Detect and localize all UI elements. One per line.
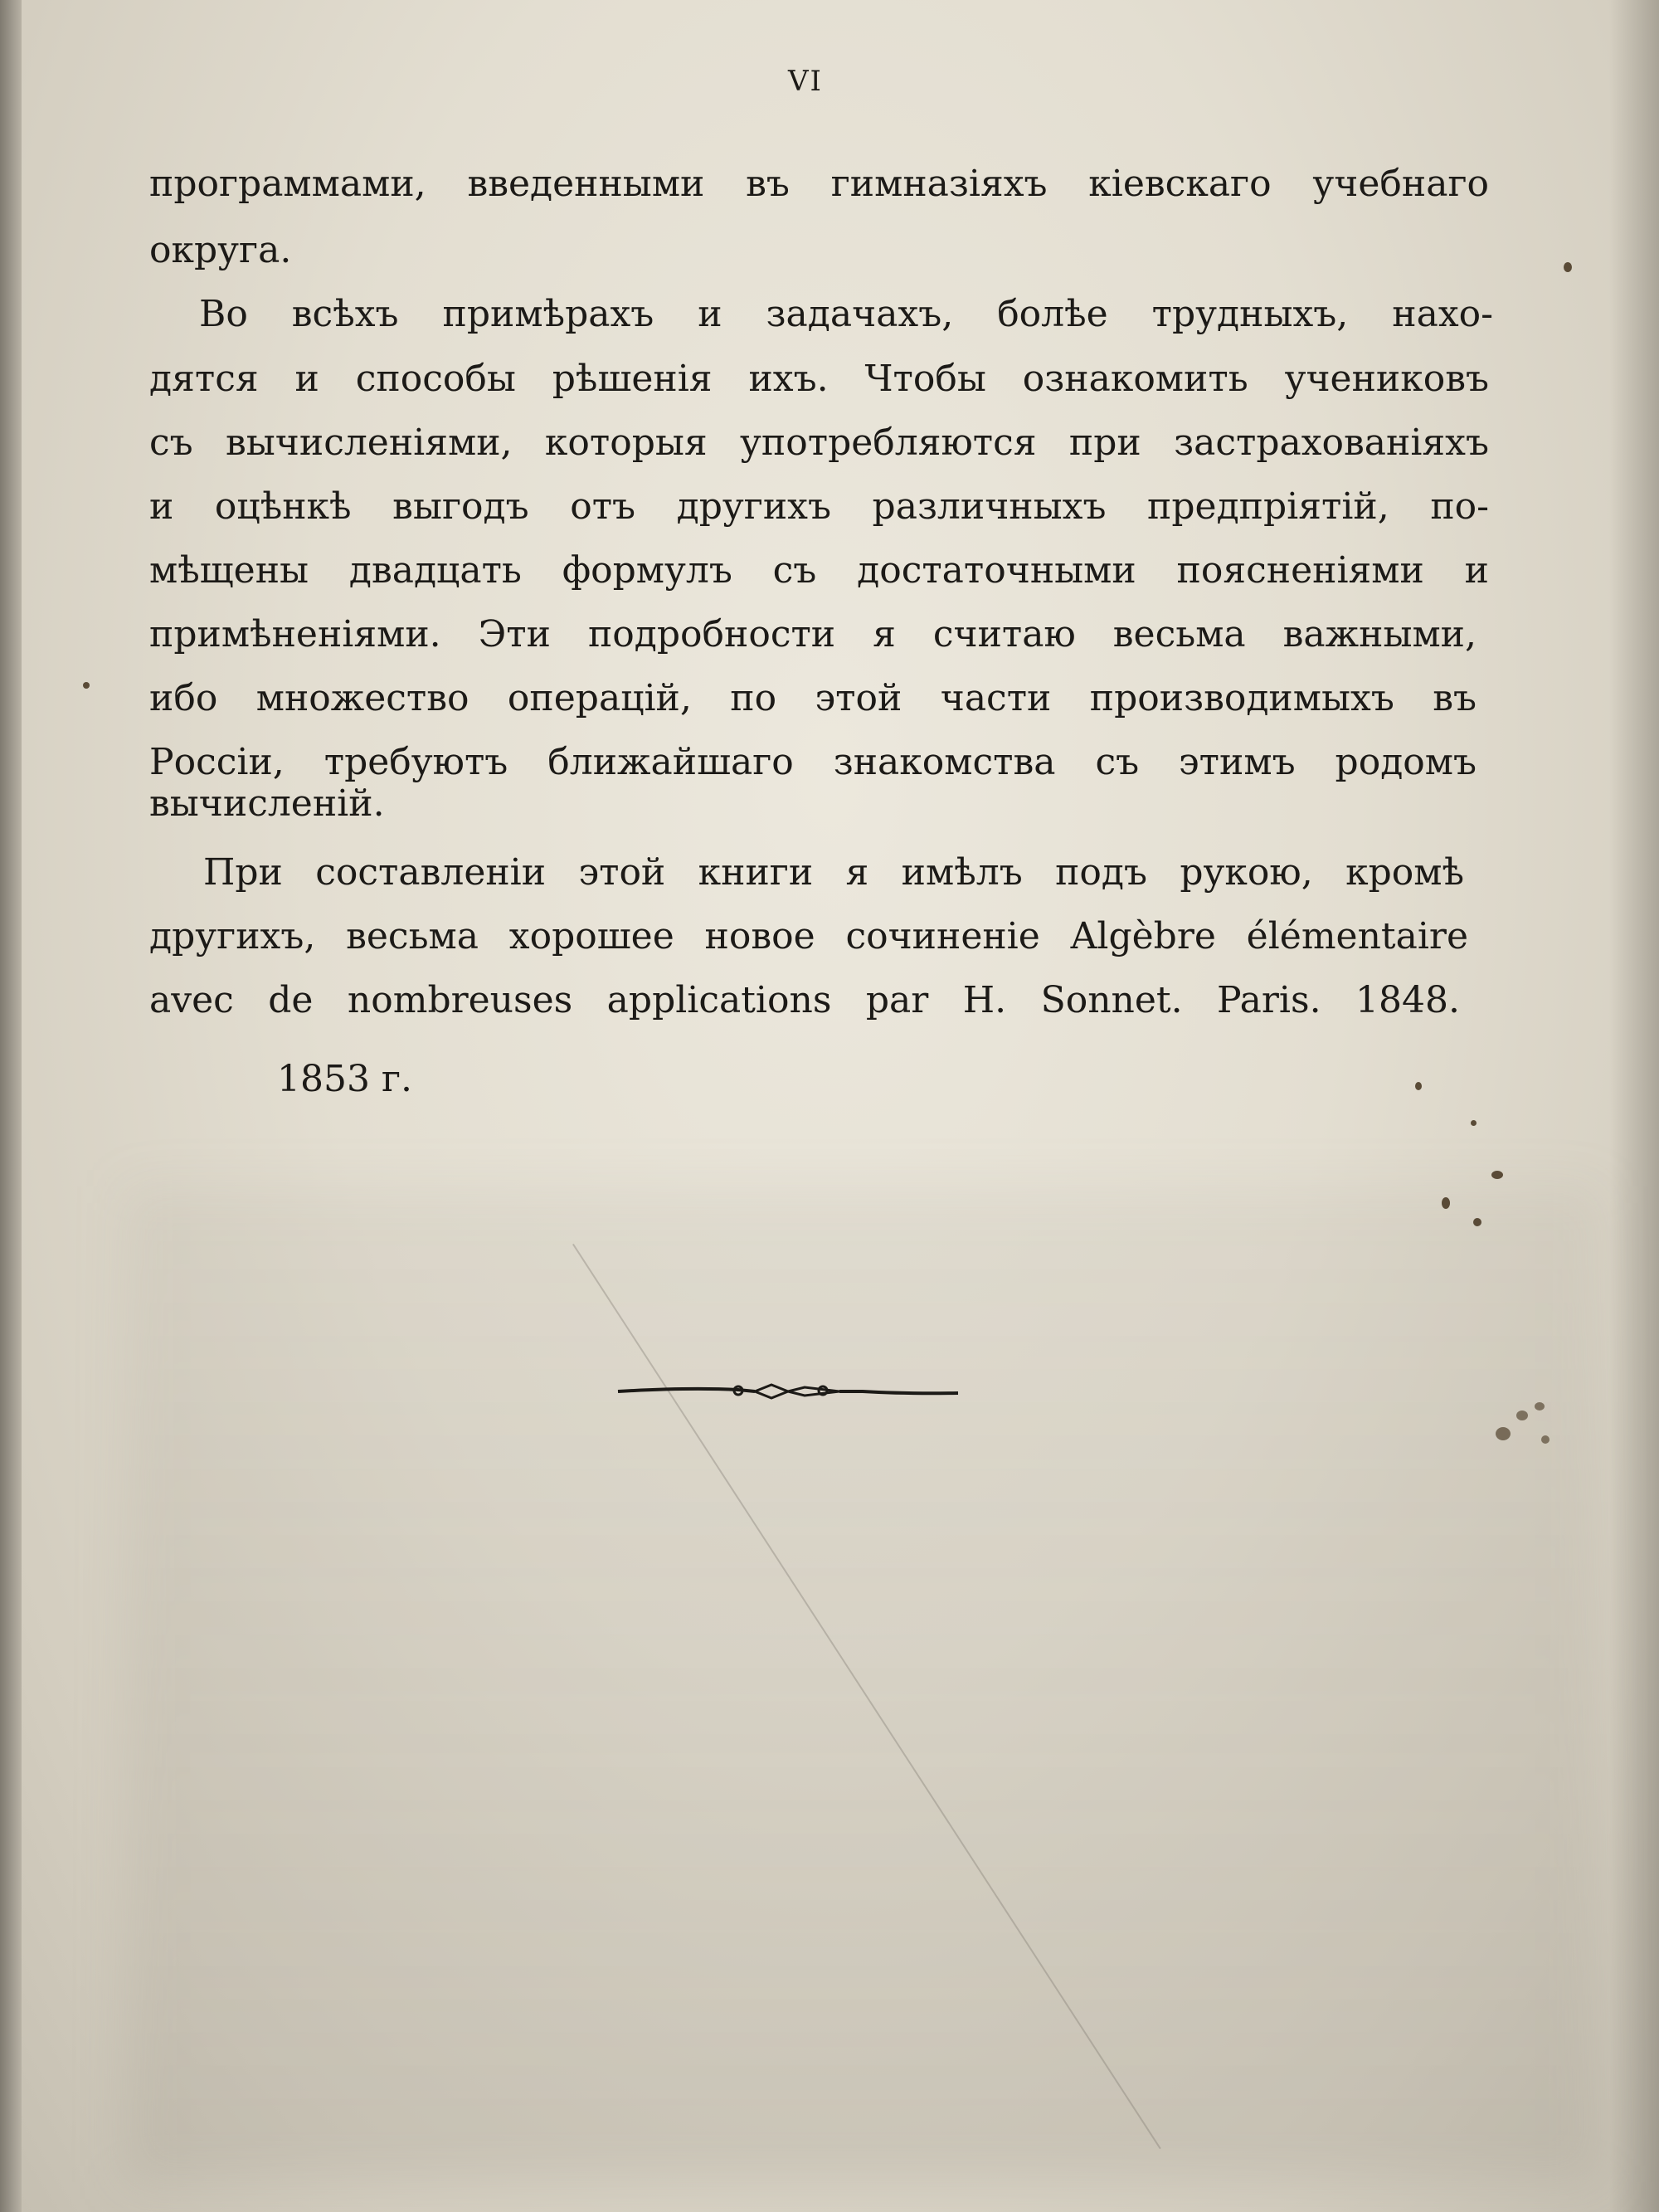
text-line: дятся и способы рѣшенія ихъ. Чтобы ознакомить учениковъ — [149, 358, 1489, 400]
text-line: При составленіи этой книги я имѣлъ подъ рукою, кромѣ — [203, 851, 1464, 894]
text-line: программами, введенными въ гимназіяхъ кіевскаго учебнаго — [149, 163, 1489, 205]
ornament-divider — [614, 1371, 962, 1412]
text-line: округа. — [149, 229, 292, 271]
text-line: вычисленій. — [149, 782, 385, 825]
ink-spot — [83, 682, 90, 689]
ink-spot — [1473, 1218, 1481, 1226]
text-line: Россіи, требуютъ ближайшаго знакомства съ этимъ родомъ — [149, 741, 1477, 783]
text-line: другихъ, весьма хорошее новое сочиненіе Algèbre élémentaire — [149, 915, 1468, 957]
text-line: съ вычисленіями, которыя употребляются при застрахованіяхъ — [149, 421, 1489, 464]
ink-spot — [1564, 262, 1572, 272]
text-line: и оцѣнкѣ выгодъ отъ другихъ различныхъ предпріятій, по- — [149, 485, 1489, 528]
text-line: Во всѣхъ примѣрахъ и задачахъ, болѣе трудныхъ, нахо- — [199, 293, 1493, 335]
date: 1853 г. — [277, 1058, 413, 1100]
ink-spot — [1442, 1197, 1450, 1209]
show-through-area — [124, 1186, 1601, 2182]
text-line: мѣщены двадцать формулъ съ достаточными поясненіями и — [149, 549, 1489, 592]
ink-spot — [1491, 1171, 1503, 1179]
text-line: ибо множество операцій, по этой части производимыхъ въ — [149, 677, 1477, 719]
page-number: VI — [788, 65, 823, 98]
ink-spot — [1535, 1402, 1545, 1411]
ink-spot — [1541, 1435, 1550, 1444]
ink-spot — [1496, 1427, 1511, 1440]
text-line: avec de nombreuses applications par H. Sonnet. Paris. 1848. — [149, 979, 1460, 1021]
page-gutter-shadow — [0, 0, 22, 2212]
text-line: примѣненіями. Эти подробности я считаю весьма важными, — [149, 613, 1477, 655]
ink-spot — [1471, 1120, 1477, 1126]
page-edge-shadow — [1609, 0, 1659, 2212]
ink-spot — [1516, 1411, 1528, 1420]
ink-spot — [1415, 1082, 1422, 1090]
